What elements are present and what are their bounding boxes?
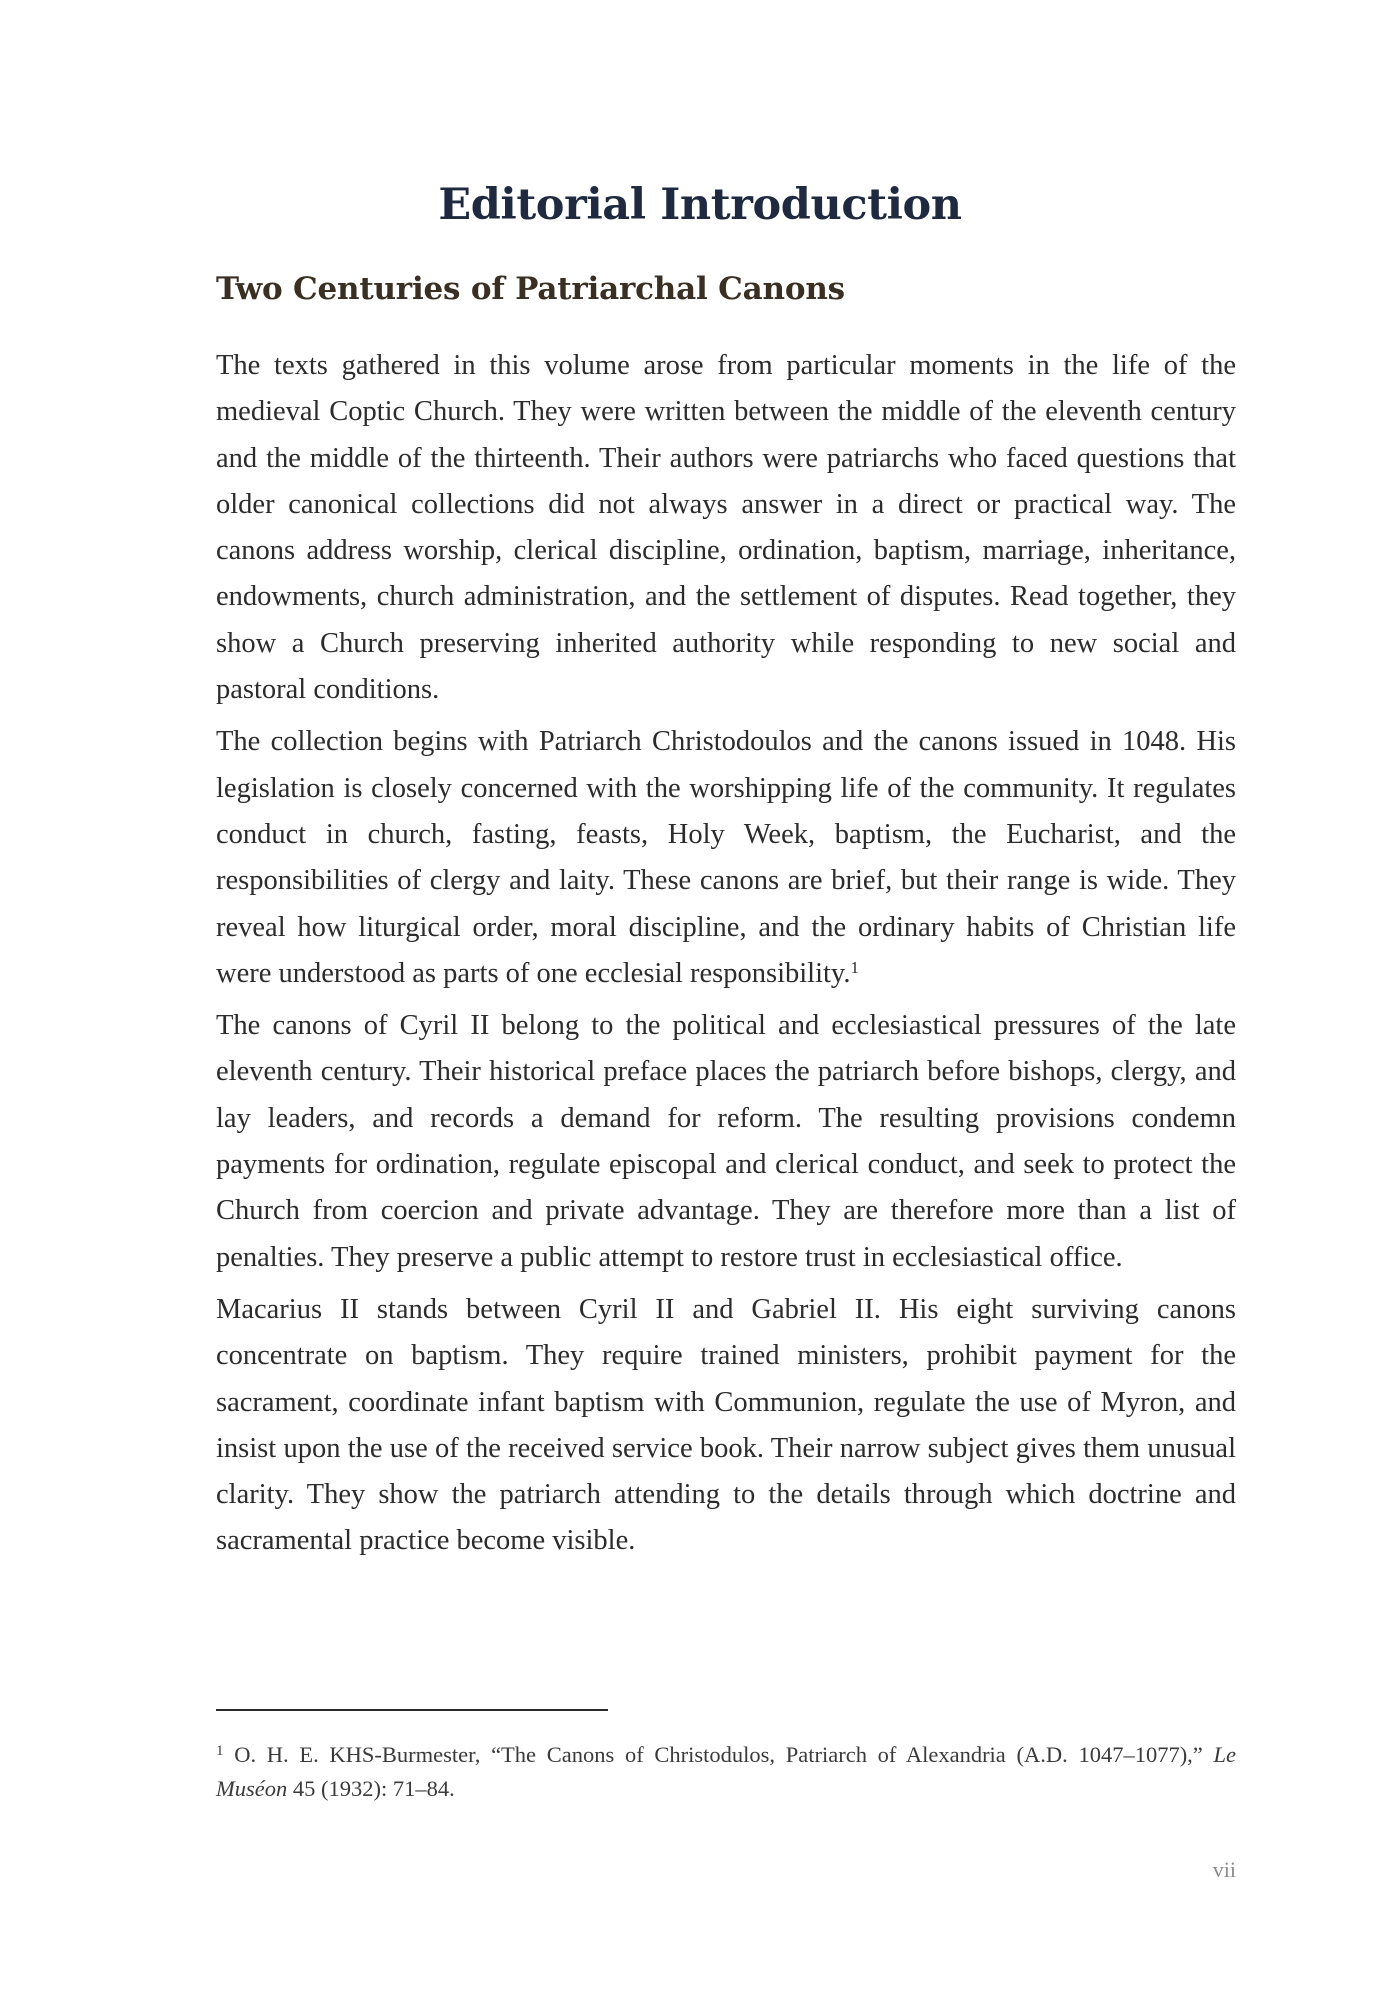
footnote [216, 1738, 1236, 1806]
paragraph-3: The canons of Cyril II belong to the political and ecclesiastical pressures of the late eleventh century. Their historical preface places the patriarch before bishops, clergy, and lay leaders, and records a demand for reform. The resulting provisions condemn payments for ordination, regulate episcopal and clerical conduct, and seek to protect the Church from coercion and private advantage. They are therefore more than a list of penalties. They preserve a public attempt to restore trust in ecclesiastical office. [216, 1010, 1236, 1273]
footnote-volume: 45 (1932): 71–84. [292, 1776, 455, 1801]
footnote-number: 1 [216, 1743, 224, 1759]
body-text [216, 343, 1236, 1565]
paragraph-1: The texts gathered in this volume arose from particular moments in the life of the medieval Coptic Church. They were written between the middle of the eleventh century and the middle of the thirteenth. Their authors were patriarchs who faced questions that older canonical collections did not always answer in a direct or practical way. The canons address worship, clerical discipline, ordination, baptism, marriage, inheritance, endowments, church administration, and the settlement of disputes. Read together, they show a Church preserving inherited authority while responding to new social and pastoral conditions. [216, 350, 1236, 706]
footnote-citation: O. H. E. KHS-Burmester, “The Canons of Christodulos, Patriarch of Alexandria (A.D. 1047–1077),” [234, 1742, 1203, 1767]
footnote-reference[interactable]: 1 [850, 957, 859, 977]
paragraph-2 [216, 719, 1236, 997]
paragraph-2-text: The collection begins with Patriarch Christodoulos and the canons issued in 1048. His legislation is closely concerned with the worshipping life of the community. It regulates conduct in church, fasting, feasts, Holy Week, baptism, the Eucharist, and the responsibilities of clergy and laity. These canons are brief, but their range is wide. They reveal how liturgical order, moral discipline, and the ordinary habits of Christian life were understood as parts of one ecclesial responsibility. [216, 726, 1236, 989]
footnote-separator [216, 1709, 608, 1711]
section-heading: Two Centuries of Patriarchal Canons [216, 271, 845, 307]
footnote-journal: Le Muséon [216, 1742, 1236, 1801]
paragraph-4: Macarius II stands between Cyril II and Gabriel II. His eight surviving canons concentrate on baptism. They require trained ministers, prohibit payment for the sacrament, coordinate infant baptism with Communion, regulate the use of Myron, and insist upon the use of the received service book. Their narrow subject gives them unusual clarity. They show the patriarch attending to the details through which doctrine and sacramental practice become visible. [216, 1293, 1236, 1557]
page-title: Editorial Introduction [438, 180, 962, 230]
page-number: vii [1212, 1857, 1236, 1882]
